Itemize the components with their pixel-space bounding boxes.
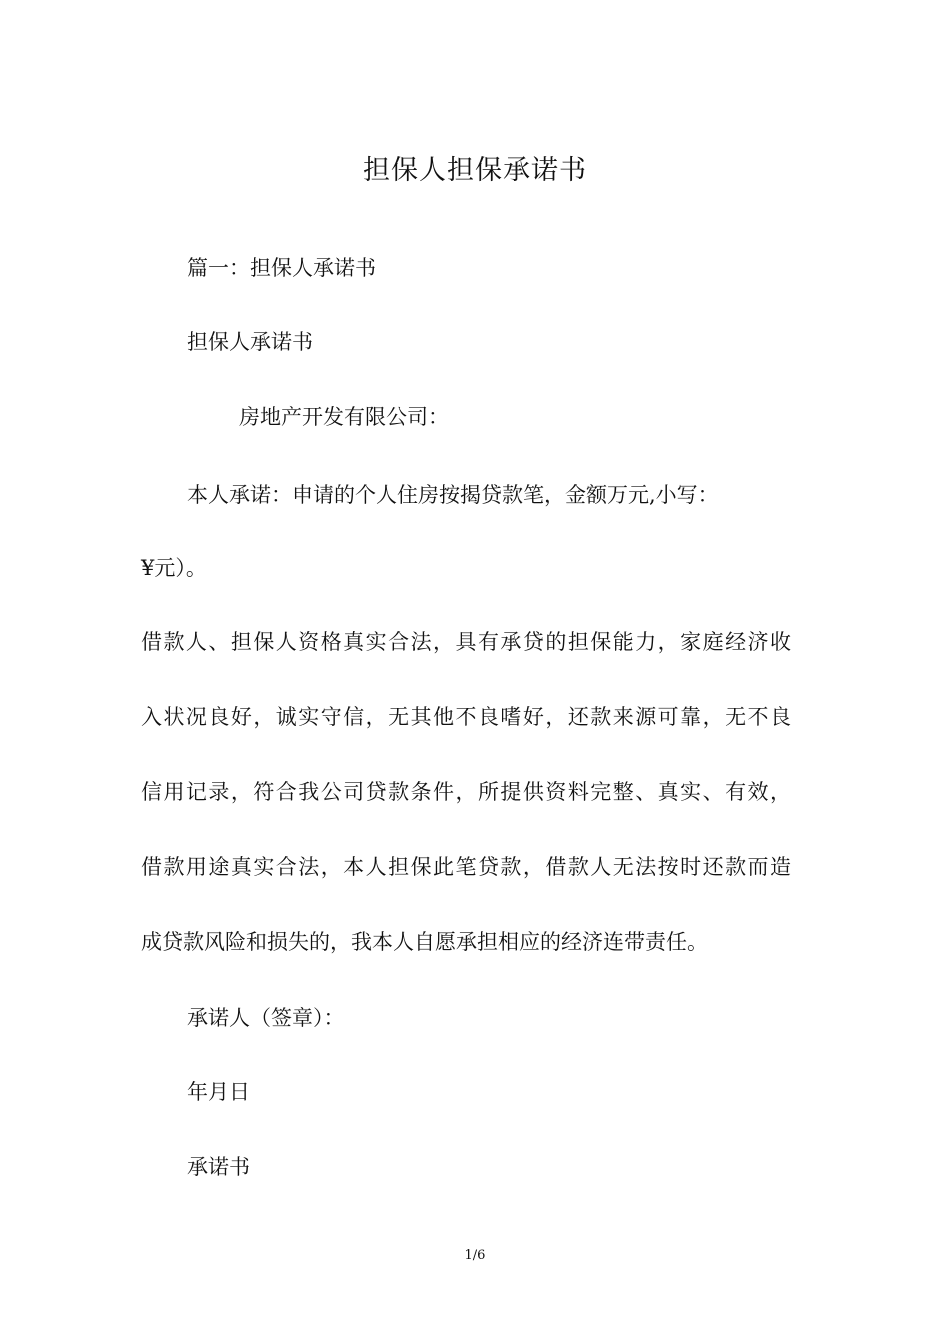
paragraph-1-line-2: ¥元）。 xyxy=(141,556,207,580)
date-label: 年月日 xyxy=(187,1080,250,1104)
paragraph-2-line-2: 入状况良好，诚实守信，无其他不良嗜好，还款来源可靠，无不良 xyxy=(141,705,791,729)
page-indicator: 1/6 xyxy=(464,1248,486,1263)
section-heading: 篇一：担保人承诺书 xyxy=(187,256,376,280)
paragraph-2-line-3: 信用记录，符合我公司贷款条件，所提供资料完整、真实、有效， xyxy=(141,780,791,804)
subtitle: 担保人承诺书 xyxy=(187,330,313,354)
signature-label: 承诺人（签章）： xyxy=(187,1006,345,1030)
paragraph-2-line-5: 成贷款风险和损失的，我本人自愿承担相应的经济连带责任。 xyxy=(141,930,708,954)
next-heading: 承诺书 xyxy=(187,1155,250,1179)
paragraph-2-line-1: 借款人、担保人资格真实合法，具有承贷的担保能力，家庭经济收 xyxy=(141,630,791,654)
addressee: 房地产开发有限公司： xyxy=(239,405,449,429)
paragraph-1-line-1: 本人承诺：申请的个人住房按揭贷款笔，金额万元,小写： xyxy=(187,483,719,507)
document-title: 担保人担保承诺书 xyxy=(363,155,587,186)
paragraph-2-line-4: 借款用途真实合法，本人担保此笔贷款，借款人无法按时还款而造 xyxy=(141,855,791,879)
